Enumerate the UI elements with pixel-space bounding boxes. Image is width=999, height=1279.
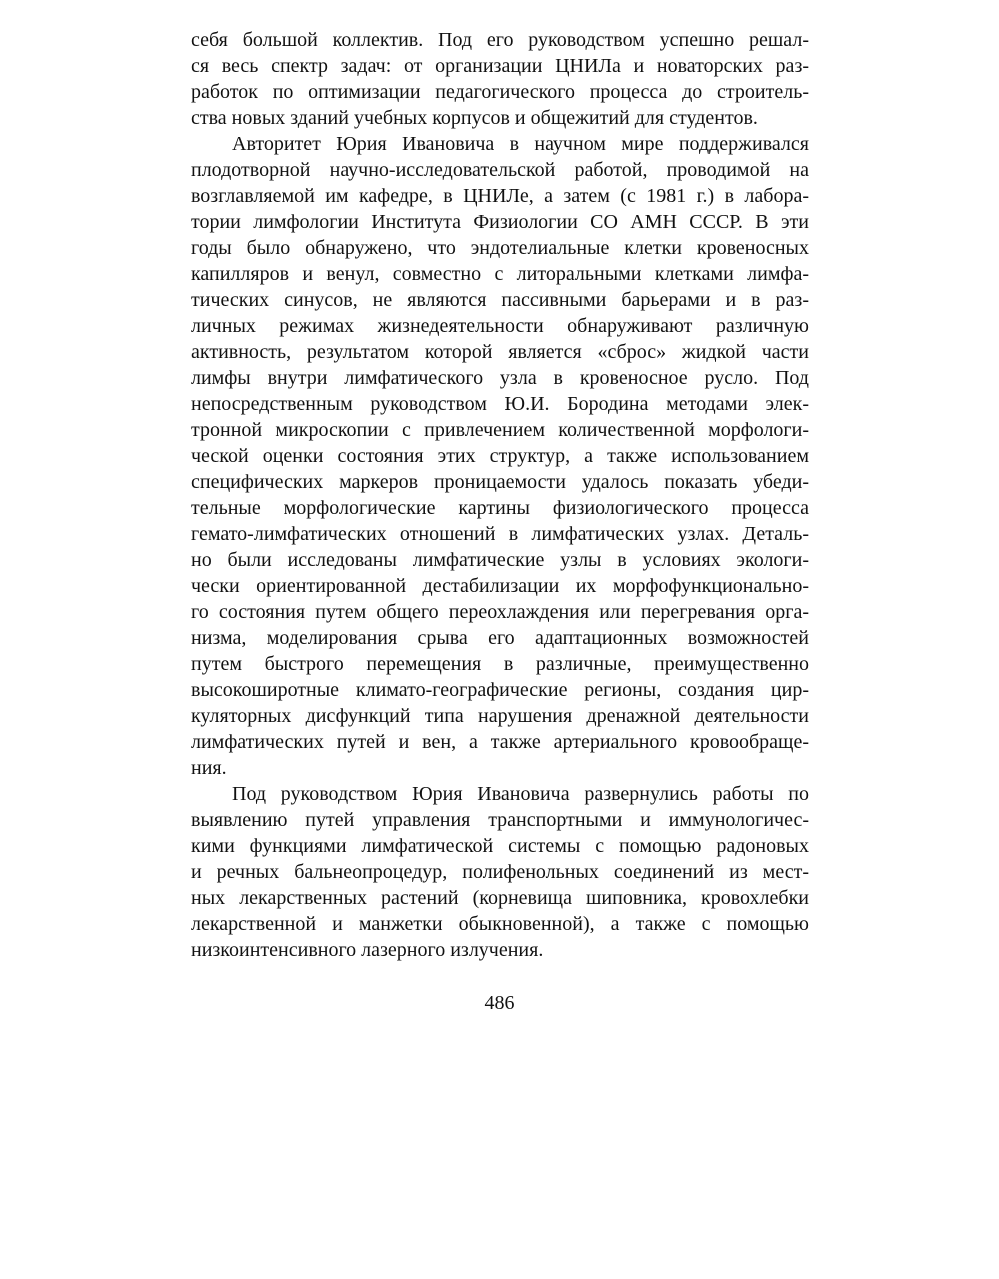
text-line: куляторных дисфункций типа нарушения дренажной деятельности	[191, 705, 809, 727]
text-line: тических синусов, не являются пассивными барьерами и в раз-	[191, 289, 809, 311]
text-line: ства новых зданий учебных корпусов и общежитий для студентов.	[191, 107, 758, 129]
text-line: себя большой коллектив. Под его руководством успешно решал-	[191, 29, 809, 51]
text-line: но были исследованы лимфатические узлы в условиях экологи-	[191, 549, 809, 571]
text-line: возглавляемой им кафедре, в ЦНИЛе, а затем (с 1981 г.) в лабора-	[191, 185, 809, 207]
text-line: лимфатических путей и вен, а также артериального кровообраще-	[191, 731, 809, 753]
text-line: выявлению путей управления транспортными и иммунологичес-	[191, 809, 809, 831]
text-line: ных лекарственных растений (корневища шиповника, кровохлебки	[191, 887, 809, 909]
text-line: ся весь спектр задач: от организации ЦНИЛа и новаторских раз-	[191, 55, 809, 77]
text-line: тронной микроскопии с привлечением количественной морфологи-	[191, 419, 809, 441]
text-line: непосредственным руководством Ю.И. Бородина методами элек-	[191, 393, 809, 415]
text-line: низма, моделирования срыва его адаптационных возможностей	[191, 627, 809, 649]
text-line: работок по оптимизации педагогического процесса до строитель-	[191, 81, 809, 103]
text-line: плодотворной научно-исследовательской работой, проводимой на	[191, 159, 809, 181]
text-line: чески ориентированной дестабилизации их морфофункционально-	[191, 575, 809, 597]
text-line: путем быстрого перемещения в различные, преимущественно	[191, 653, 809, 675]
paragraph	[191, 781, 809, 963]
text-line: высокоширотные климато-географические регионы, создания цир-	[191, 679, 809, 701]
text-line: тельные морфологические картины физиологического процесса	[191, 497, 809, 519]
text-line: активность, результатом которой является «сброс» жидкой части	[191, 341, 809, 363]
page-number: 486	[484, 992, 515, 1014]
text-line: низкоинтенсивного лазерного излучения.	[191, 939, 544, 961]
text-line: кими функциями лимфатической системы с помощью радоновых	[191, 835, 809, 857]
paragraph	[191, 131, 809, 781]
text-line: личных режимах жизнедеятельности обнаруживают различную	[191, 315, 809, 337]
text-line: капилляров и венул, совместно с литоральными клетками лимфа-	[191, 263, 809, 285]
text-line: ческой оценки состояния этих структур, а также использованием	[191, 445, 809, 467]
text-line: и речных бальнеопроцедур, полифенольных соединений из мест-	[191, 861, 809, 883]
text-line: лимфы внутри лимфатического узла в кровеносное русло. Под	[191, 367, 809, 389]
text-line: специфических маркеров проницаемости удалось показать убеди-	[191, 471, 809, 493]
text-line: тории лимфологии Института Физиологии СО АМН СССР. В эти	[191, 211, 809, 233]
text-line: Под руководством Юрия Ивановича развернулись работы по	[232, 783, 809, 805]
text-line: гемато-лимфатических отношений в лимфатических узлах. Деталь-	[191, 523, 809, 545]
text-line: Авторитет Юрия Ивановича в научном мире поддерживался	[232, 133, 809, 155]
body-text	[191, 27, 809, 963]
text-line: лекарственной и манжетки обыкновенной), а также с помощью	[191, 913, 809, 935]
text-line: го состояния путем общего переохлаждения или перегревания орга-	[191, 601, 809, 623]
text-line: годы было обнаружено, что эндотелиальные клетки кровеносных	[191, 237, 809, 259]
paragraph	[191, 27, 809, 131]
text-line: ния.	[191, 757, 227, 779]
